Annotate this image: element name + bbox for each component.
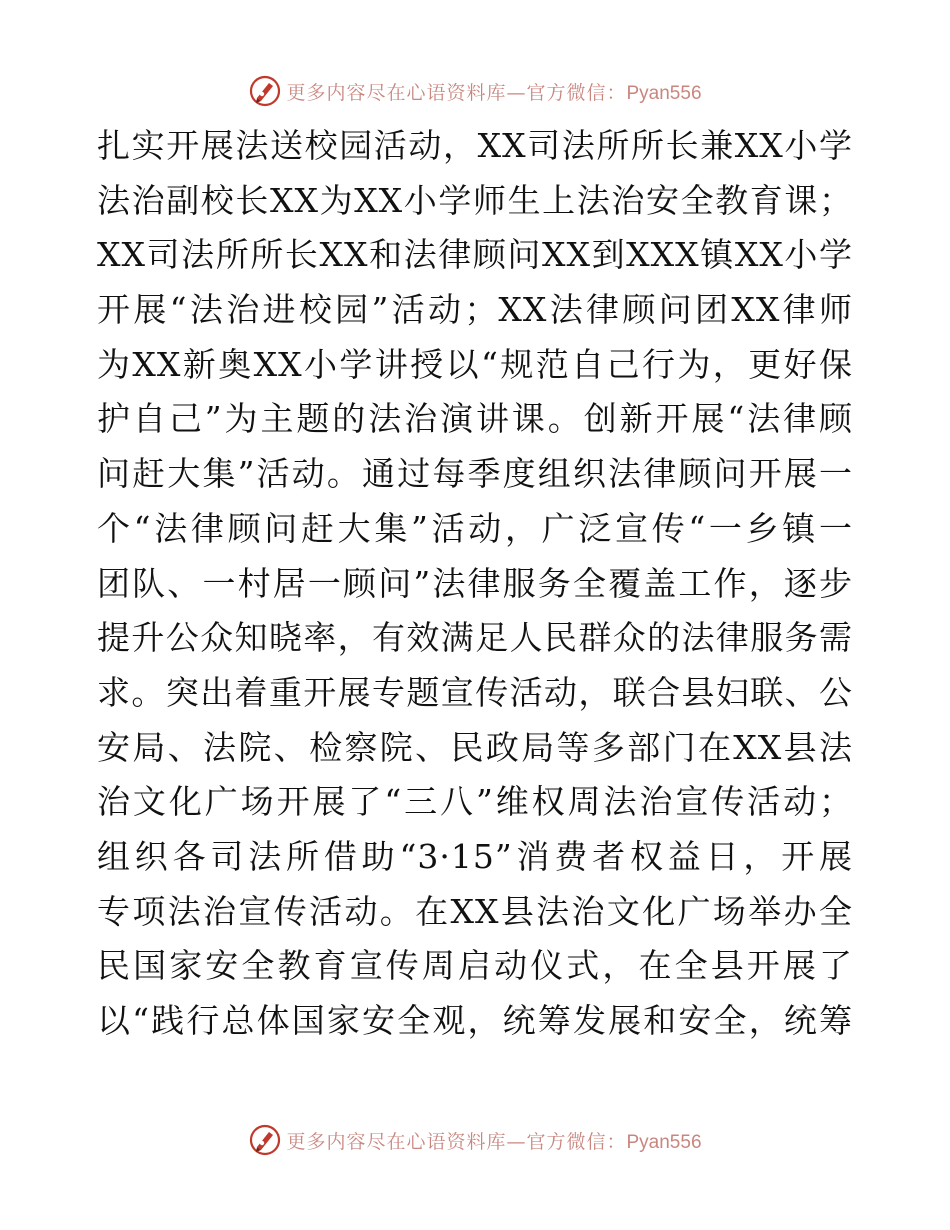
watermark-text: 更多内容尽在心语资料库—官方微信：Pyan556 [286,81,702,104]
header-watermark [0,71,950,111]
footer-watermark [0,1120,950,1160]
body-line: 治文化广场开展了“三八”维权周法治宣传活动； [97,782,853,822]
body-line: 提升公众知晓率，有效满足人民群众的法律服务需 [97,618,853,658]
watermark-text: 更多内容尽在心语资料库—官方微信：Pyan556 [286,1130,702,1153]
body-line: 以“践行总体国家安全观，统筹发展和安全，统筹 [97,1001,853,1040]
body-line: 护自己”为主题的法治演讲课。创新开展“法律顾 [97,399,853,439]
body-line: 个“法律顾问赶大集”活动，广泛宣传“一乡镇一 [97,508,853,548]
body-line: XX司法所所长XX和法律顾问XX到XXX镇XX小学 [97,235,853,275]
body-line: 组织各司法所借助“3·15”消费者权益日，开展 [97,836,853,876]
body-line: 专项法治宣传活动。在XX县法治文化广场举办全 [97,891,853,931]
body-line: 开展“法治进校园”活动；XX法律顾问团XX律师 [97,290,853,330]
pen-logo-icon [248,74,282,108]
body-line: 为XX新奥XX小学讲授以“规范自己行为，更好保 [97,344,853,384]
body-line: 扎实开展法送校园活动，XX司法所所长兼XX小学 [97,126,853,165]
document-body [97,119,853,1049]
body-line: 团队、一村居一顾问”法律服务全覆盖工作，逐步 [97,563,853,603]
body-line: 求。突出着重开展专题宣传活动，联合县妇联、公 [97,672,853,712]
body-line: 法治副校长XX为XX小学师生上法治安全教育课； [97,180,853,220]
pen-logo-icon [248,1123,282,1157]
body-line: 问赶大集”活动。通过每季度组织法律顾问开展一 [97,454,853,494]
body-line: 安局、法院、检察院、民政局等多部门在XX县法 [97,727,853,767]
body-line: 民国家安全教育宣传周启动仪式，在全县开展了 [97,946,853,986]
